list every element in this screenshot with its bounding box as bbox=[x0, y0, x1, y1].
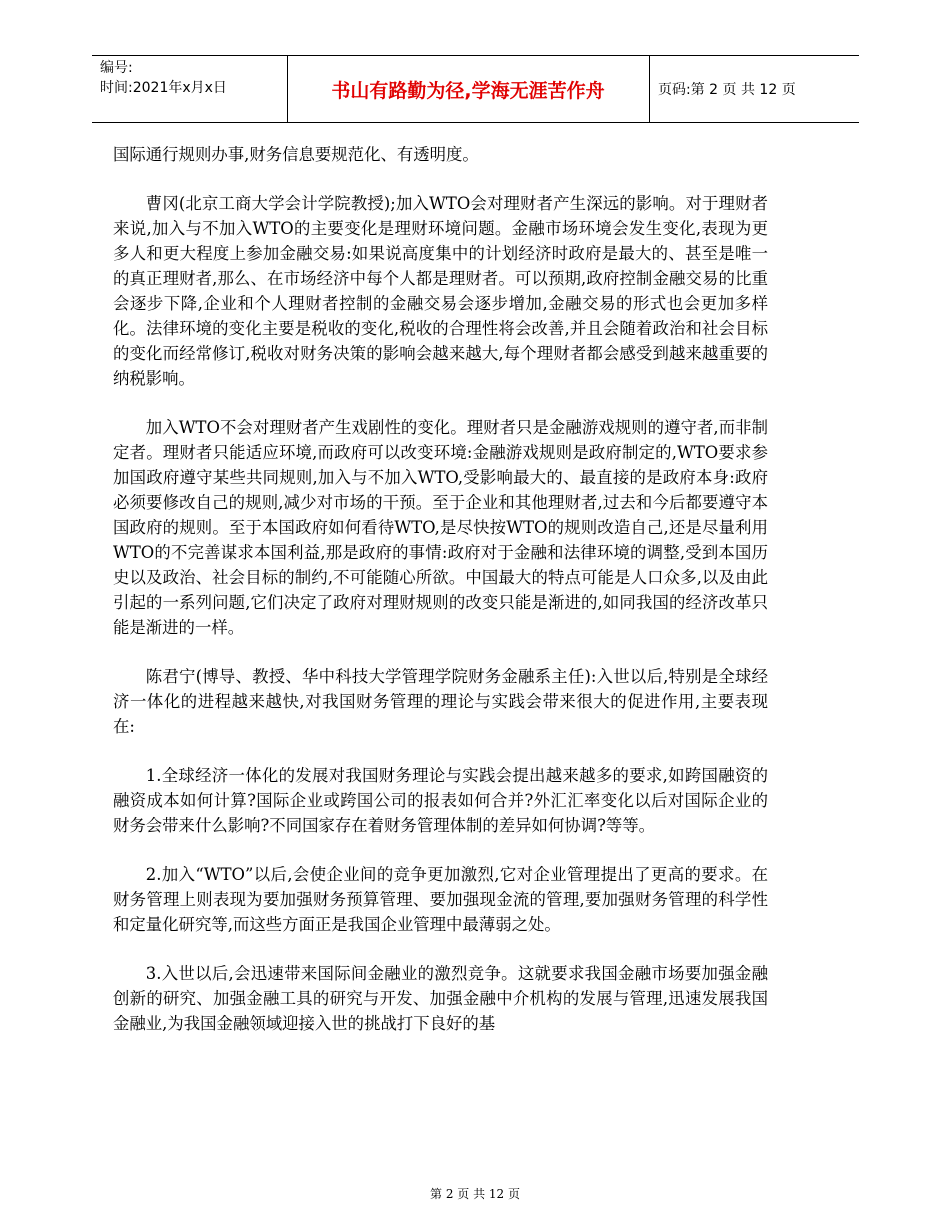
header-divider bbox=[649, 56, 650, 122]
paragraph: 曹冈(北京工商大学会计学院教授);加入WTO会对理财者产生深远的影响。对于理财者来说,加入与不加入WTO的主要变化是理财环境问题。金融市场环境会发生变化,表现为更多人和更大程度上参加金融交易:如果说高度集中的计划经济时政府是最大的、甚至是唯一的真正理财者,那么、在市场经济中每个人都是理财者。可以预期,政府控制金融交易的比重会逐步下降,企业和个人理财者控制的金融交易会逐步增加,金融交易的形式也会更加多样化。法律环境的变化主要是税收的变化,税收的合理性将会改善,并且会随着政治和社会目标的变化而经常修订,税收对财务决策的影响会越来越大,每个理财者都会感受到越来越重要的纳税影响。 bbox=[113, 194, 768, 388]
header-motto: 书山有路勤为径,学海无涯苦作舟 bbox=[331, 79, 605, 102]
paragraph: 1.全球经济一体化的发展对我国财务理论与实践会提出越来越多的要求,如跨国融资的融资成本如何计算?国际企业或跨国公司的报表如何合并?外汇汇率变化以后对国际企业的财务会带来什么影响?不同国家存在着财务管理体制的差异如何协调?等等。 bbox=[113, 766, 768, 835]
paragraph: 加入WTO不会对理财者产生戏剧性的变化。理财者只是金融游戏规则的遵守者,而非制定者。理财者只能适应环境,而政府可以改变环境:金融游戏规则是政府制定的,WTO要求参加国政府遵守某些共同规则,加入与不加入WTO,受影响最大的、最直接的是政府本身:政府必须要修改自己的规则,减少对市场的干预。至于企业和其他理财者,过去和今后都要遵守本国政府的规则。至于本国政府如何看待WTO,是尽快按WTO的规则改造自己,还是尽量利用WTO的不完善谋求本国利益,那是政府的事情:政府对于金融和法律环境的调整,受到本国历史以及政治、社会目标的制约,不可能随心所欲。中国最大的特点可能是人口众多,以及由此引起的一系列问题,它们决定了政府对理财规则的改变只能是渐进的,如同我国的经济改革只能是渐进的一样。 bbox=[113, 418, 768, 637]
page-footer: 第 2 页 共 12 页 bbox=[430, 1187, 520, 1201]
document-number-label: 编号: bbox=[100, 60, 133, 76]
paragraph: 陈君宁(博导、教授、华中科技大学管理学院财务金融系主任):入世以后,特别是全球经济一体化的进程越来越快,对我国财务管理的理论与实践会带来很大的促进作用,主要表现在: bbox=[113, 667, 768, 736]
paragraph: 国际通行规则办事,财务信息要规范化、有透明度。 bbox=[113, 145, 479, 164]
paragraph: 2.加入“WTO”以后,会使企业间的竞争更加激烈,它对企业管理提出了更高的要求。在财务管理上则表现为要加强财务预算管理、要加强现金流的管理,要加强财务管理的科学性和定量化研究等,而这些方面正是我国企业管理中最薄弱之处。 bbox=[113, 865, 768, 934]
paragraph: 3.入世以后,会迅速带来国际间金融业的激烈竞争。这就要求我国金融市场要加强金融创新的研究、加强金融工具的研究与开发、加强金融中介机构的发展与管理,迅速发展我国金融业,为我国金融领域迎接入世的挑战打下良好的基 bbox=[113, 964, 768, 1033]
page-header bbox=[92, 55, 859, 123]
document-body bbox=[113, 142, 768, 1060]
header-page-number: 页码:第 2 页 共 12 页 bbox=[658, 82, 796, 98]
document-time-label: 时间:2021年x月x日 bbox=[100, 80, 227, 96]
header-meta bbox=[100, 58, 290, 98]
